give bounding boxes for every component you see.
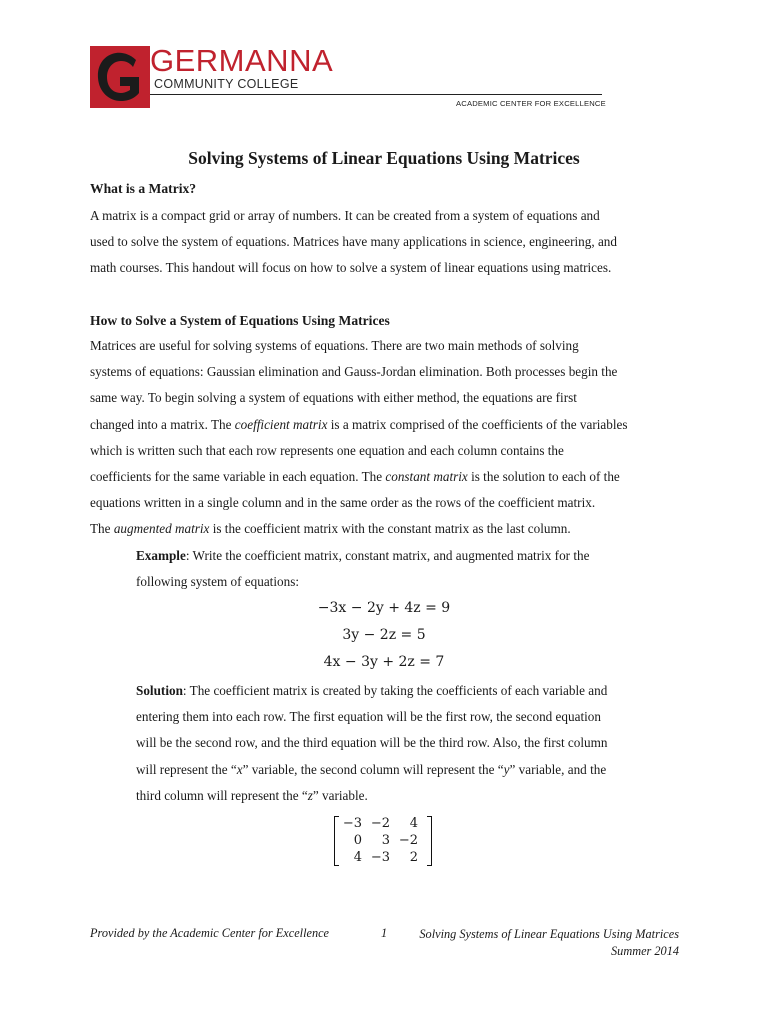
variable-y: y [503, 761, 510, 777]
matrix-cell: −2 [370, 816, 390, 831]
matrix-row [342, 815, 418, 832]
paragraph-line: used to solve the system of equations. Matrices have many applications in science, engineering, and [90, 234, 617, 250]
paragraph-line: changed into a matrix. The coefficient matrix is a matrix comprised of the coefficients of the variables [90, 416, 628, 432]
paragraph-line: systems of equations: Gaussian elimination and Gauss-Jordan elimination. Both processes begin the [90, 364, 618, 380]
matrix-cell: −2 [398, 833, 418, 848]
example-line: Example: Write the coefficient matrix, constant matrix, and augmented matrix for the [136, 548, 590, 563]
solution-label: Solution [136, 683, 183, 698]
footer-provider: Provided by the Academic Center for Excellence [90, 926, 330, 940]
paragraph-line: math courses. This handout will focus on how to solve a system of linear equations using matrices. [90, 260, 612, 276]
term-constant-matrix: constant matrix [385, 469, 468, 485]
paragraph-line: A matrix is a compact grid or array of numbers. It can be created from a system of equations and [90, 208, 600, 223]
solution-line: third column will represent the “z” variable. [136, 787, 368, 803]
section1-paragraph [90, 203, 690, 282]
paragraph-line: same way. To begin solving a system of equations with either method, the equations are first [90, 390, 577, 406]
paragraph-line: equations written in a single column and in the same order as the rows of the coefficient matrix. [90, 495, 596, 511]
matrix-cell: 3 [381, 833, 390, 848]
paragraph-line: The augmented matrix is the coefficient matrix with the constant matrix as the last column. [90, 521, 571, 537]
left-bracket [334, 816, 339, 866]
header-rule [150, 94, 602, 95]
coefficient-matrix [334, 815, 432, 867]
page-number: 1 [381, 926, 388, 940]
brand-subtitle: COMMUNITY COLLEGE [154, 77, 299, 91]
brand-name: GERMANNA [150, 43, 334, 78]
example-block [136, 543, 676, 595]
term-augmented-matrix: augmented matrix [113, 521, 210, 537]
equation-2: 3y − 2z = 5 [342, 627, 426, 643]
footer-doc-info [411, 926, 679, 960]
solution-line: entering them into each row. The first equation will be the first row, the second equation [136, 709, 601, 725]
solution-line: Solution: The coefficient matrix is created by taking the coefficients of each variable and [136, 683, 608, 698]
section-heading-what-is-matrix: What is a Matrix? [90, 181, 197, 196]
solution-line: will be the second row, and the third equation will be the third row. Also, the first column [136, 735, 608, 751]
header-tagline: ACADEMIC CENTER FOR EXCELLENCE [456, 99, 606, 108]
section2-paragraph [90, 333, 690, 543]
matrix-cell: −3 [342, 816, 362, 831]
paragraph-line: Matrices are useful for solving systems of equations. There are two main methods of solving [90, 338, 579, 353]
variable-x: x [236, 761, 243, 777]
solution-block [136, 678, 676, 809]
section-heading-how-to-solve: How to Solve a System of Equations Using Matrices [90, 313, 390, 328]
example-label: Example [136, 548, 186, 563]
matrix-grid [342, 815, 418, 866]
term-coefficient-matrix: coefficient matrix [234, 416, 328, 432]
paragraph-line: which is written such that each row represents one equation and each column contains the [90, 442, 564, 458]
footer-doc-title: Solving Systems of Linear Equations Using Matrices [419, 927, 679, 941]
variable-z: z [307, 787, 313, 803]
matrix-row [342, 832, 418, 849]
equation-3: 4x − 3y + 2z = 7 [323, 654, 445, 670]
matrix-row [342, 849, 418, 866]
matrix-cell: 4 [353, 850, 362, 865]
matrix-cell: 0 [353, 833, 362, 848]
paragraph-line: coefficients for the same variable in each equation. The constant matrix is the solution to each of the [90, 469, 620, 485]
footer-date: Summer 2014 [611, 944, 679, 958]
right-bracket [427, 816, 432, 866]
document-title: Solving Systems of Linear Equations Using Matrices [188, 148, 580, 168]
equation-1: −3x − 2y + 4z = 9 [317, 600, 451, 616]
matrix-cell: −3 [370, 850, 390, 865]
matrix-cell: 2 [409, 850, 418, 865]
solution-line: will represent the “x” variable, the second column will represent the “y” variable, and the [136, 761, 607, 777]
matrix-cell: 4 [409, 816, 418, 831]
example-line: following system of equations: [136, 574, 299, 590]
college-logo-mark [90, 46, 150, 108]
